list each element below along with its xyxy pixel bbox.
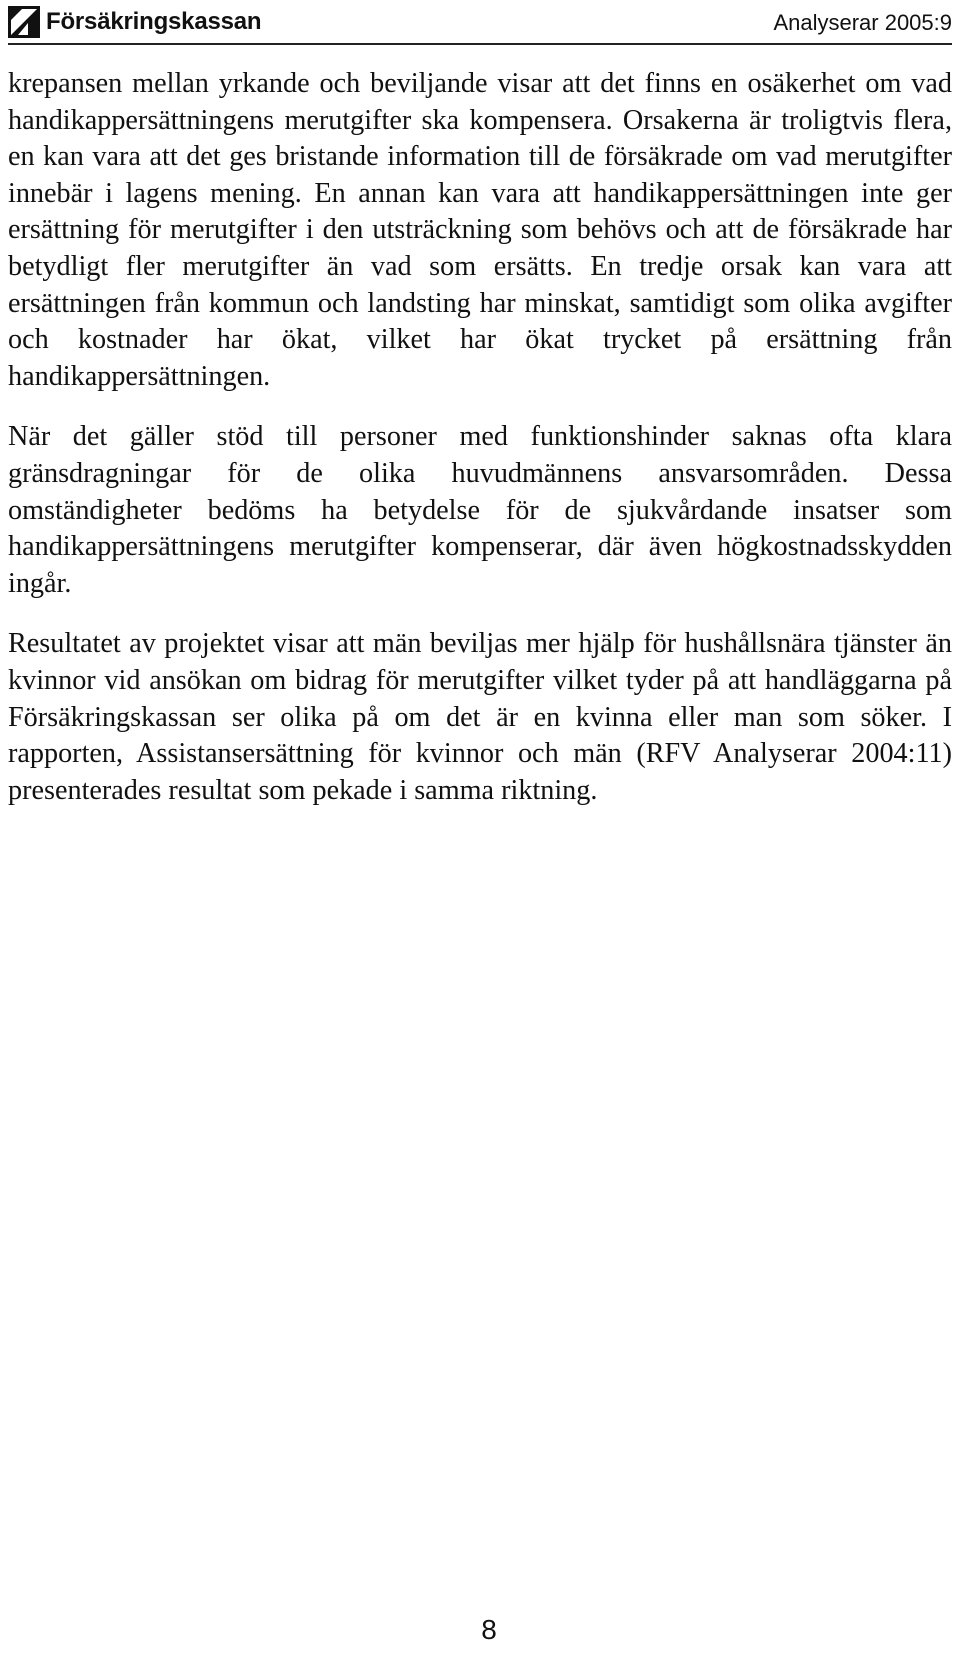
brand-name: Försäkringskassan: [46, 8, 262, 35]
report-series: Analyserar 2005:9: [773, 10, 952, 35]
forsakringskassan-logo-icon: [8, 6, 40, 38]
brand-logo: [8, 4, 261, 40]
paragraph: krepansen mellan yrkande och beviljande visar att det finns en osäkerhet om vad handikappersättningens merutgifter ska kompensera. Orsakerna är troligtvis flera, en kan vara att det ges bristande information till de försäkrade om vad merutgifter innebär i lagens mening. En annan kan vara att handikappersättningen inte ger ersättning för merutgifter i den utsträckning som behövs och att de försäkrade har betydligt fler merutgifter än vad som ersätts. En tredje orsak kan vara att ersättningen från kommun och landsting har minskat, samtidigt som olika avgifter och kostnader har ökat, vilket har ökat trycket på ersättning från handikappersättningen.: [8, 68, 952, 392]
body-text: [8, 66, 952, 833]
page-number: 8: [481, 1614, 497, 1645]
paragraph: När det gäller stöd till personer med funktionshinder saknas ofta klara gränsdragningar för de olika huvudmännens ansvarsområden. Dessa omständigheter bedöms ha betydelse för de sjukvårdande insatser som handikappersättningens merutgifter kompenserar, där även högkostnadsskydden ingår.: [8, 421, 952, 599]
page-header: [8, 4, 952, 44]
paragraph: Resultatet av projektet visar att män beviljas mer hjälp för hushållsnära tjänster än kvinnor vid ansökan om bidrag för merutgifter vilket tyder på att handläggarna på Försäkringskassan ser olika på om det är en kvinna eller man som söker. I rapporten, Assistansersättning för kvinnor och män (RFV Analyserar 2004:11) presenterades resultat som pekade i samma riktning.: [8, 628, 952, 806]
header-divider: [8, 43, 952, 45]
